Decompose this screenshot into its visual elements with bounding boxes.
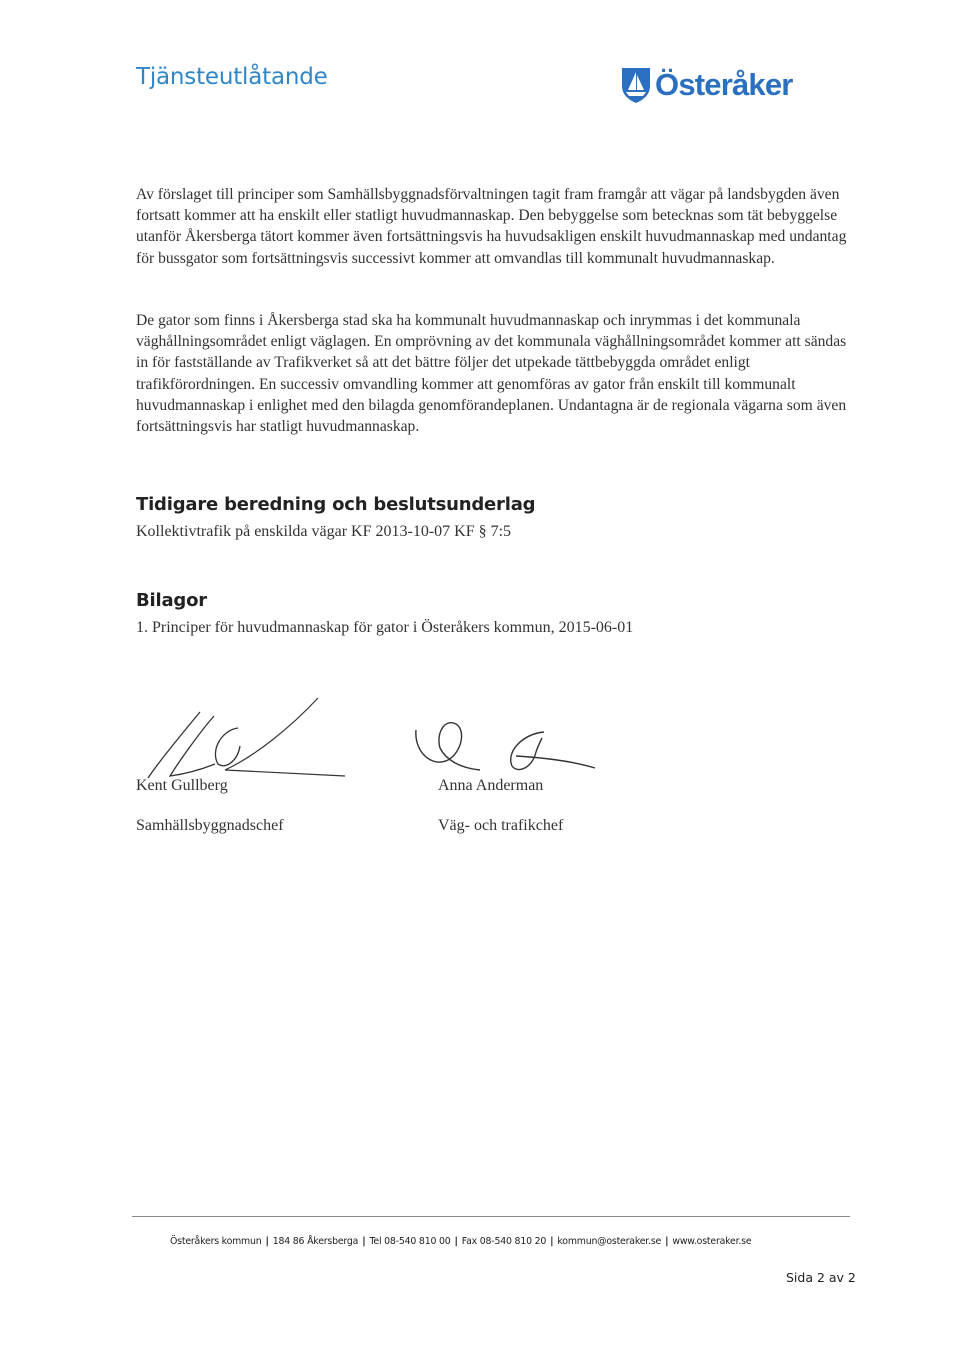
page-number: Sida 2 av 2: [786, 1270, 856, 1285]
footer-separator: |: [454, 1236, 458, 1247]
footer-address: 184 86 Åkersberga: [272, 1236, 359, 1247]
footer-email-link[interactable]: kommun@osteraker.se: [557, 1236, 662, 1247]
section-heading-tidigare-beredning: Tidigare beredning och beslutsunderlag: [136, 494, 536, 515]
footer-contact-bar: [170, 1236, 751, 1247]
signatory-role-right: Väg- och trafikchef: [438, 817, 564, 834]
footer-separator: |: [550, 1236, 554, 1247]
tidigare-beredning-text: Kollektivtrafik på enskilda vägar KF 2013-10-07 KF § 7:5: [136, 523, 512, 540]
body-paragraph-2: De gator som finns i Åkersberga stad ska ha kommunalt huvudmannaskap och inrymmas i det kommunala väghållningsområdet enligt väglagen. En omprövning av det kommunala väghållningsområdet kommer att sändas in för fastställande av Trafikverket så att det bättre följer det utpekade tättbebyggda området enligt trafikförordningen. En successiv omvandling kommer att genomföras av gator från enskilt till kommunalt huvudmannaskap i enlighet med den bilagda genomförandeplanen. Undantagna är de regionala vägarna som även fortsättningsvis har statligt huvudmannaskap.: [136, 312, 847, 436]
bilaga-item-1: 1. Principer för huvudmannaskap för gator i Österåkers kommun, 2015-06-01: [136, 619, 634, 636]
footer-web-link[interactable]: www.osteraker.se: [672, 1236, 752, 1247]
signature-anna-anderman: [410, 712, 610, 782]
footer-phone: Tel 08-540 810 00: [369, 1236, 451, 1247]
footer-separator: |: [265, 1236, 269, 1247]
municipal-shield-icon: [620, 66, 652, 104]
footer-separator: |: [665, 1236, 669, 1247]
logo-text: Österåker: [655, 67, 793, 102]
section-heading-bilagor: Bilagor: [136, 590, 207, 611]
osteraker-logo: [620, 66, 793, 104]
footer-divider: [132, 1216, 850, 1217]
signatory-name-left: Kent Gullberg: [136, 777, 228, 794]
footer-fax: Fax 08-540 810 20: [461, 1236, 547, 1247]
signatory-role-left: Samhällsbyggnadschef: [136, 817, 284, 834]
signatory-name-right: Anna Anderman: [438, 777, 544, 794]
footer-org: Österåkers kommun: [170, 1236, 262, 1247]
document-title: Tjänsteutlåtande: [136, 64, 328, 90]
footer-separator: |: [362, 1236, 366, 1247]
body-paragraph-1: Av förslaget till principer som Samhällsbyggnadsförvaltningen tagit fram framgår att vägar på landsbygden även fortsatt kommer att ha enskilt eller statligt huvudmannaskap. Den bebyggelse som betecknas som tät bebyggelse utanför Åkersberga tätort kommer även fortsättningsvis ha huvudsakligen enskilt huvudmannaskap med undantag för bussgator som fortsättningsvis successivt kommer att omvandlas till kommunalt huvudmannaskap.: [136, 186, 847, 267]
